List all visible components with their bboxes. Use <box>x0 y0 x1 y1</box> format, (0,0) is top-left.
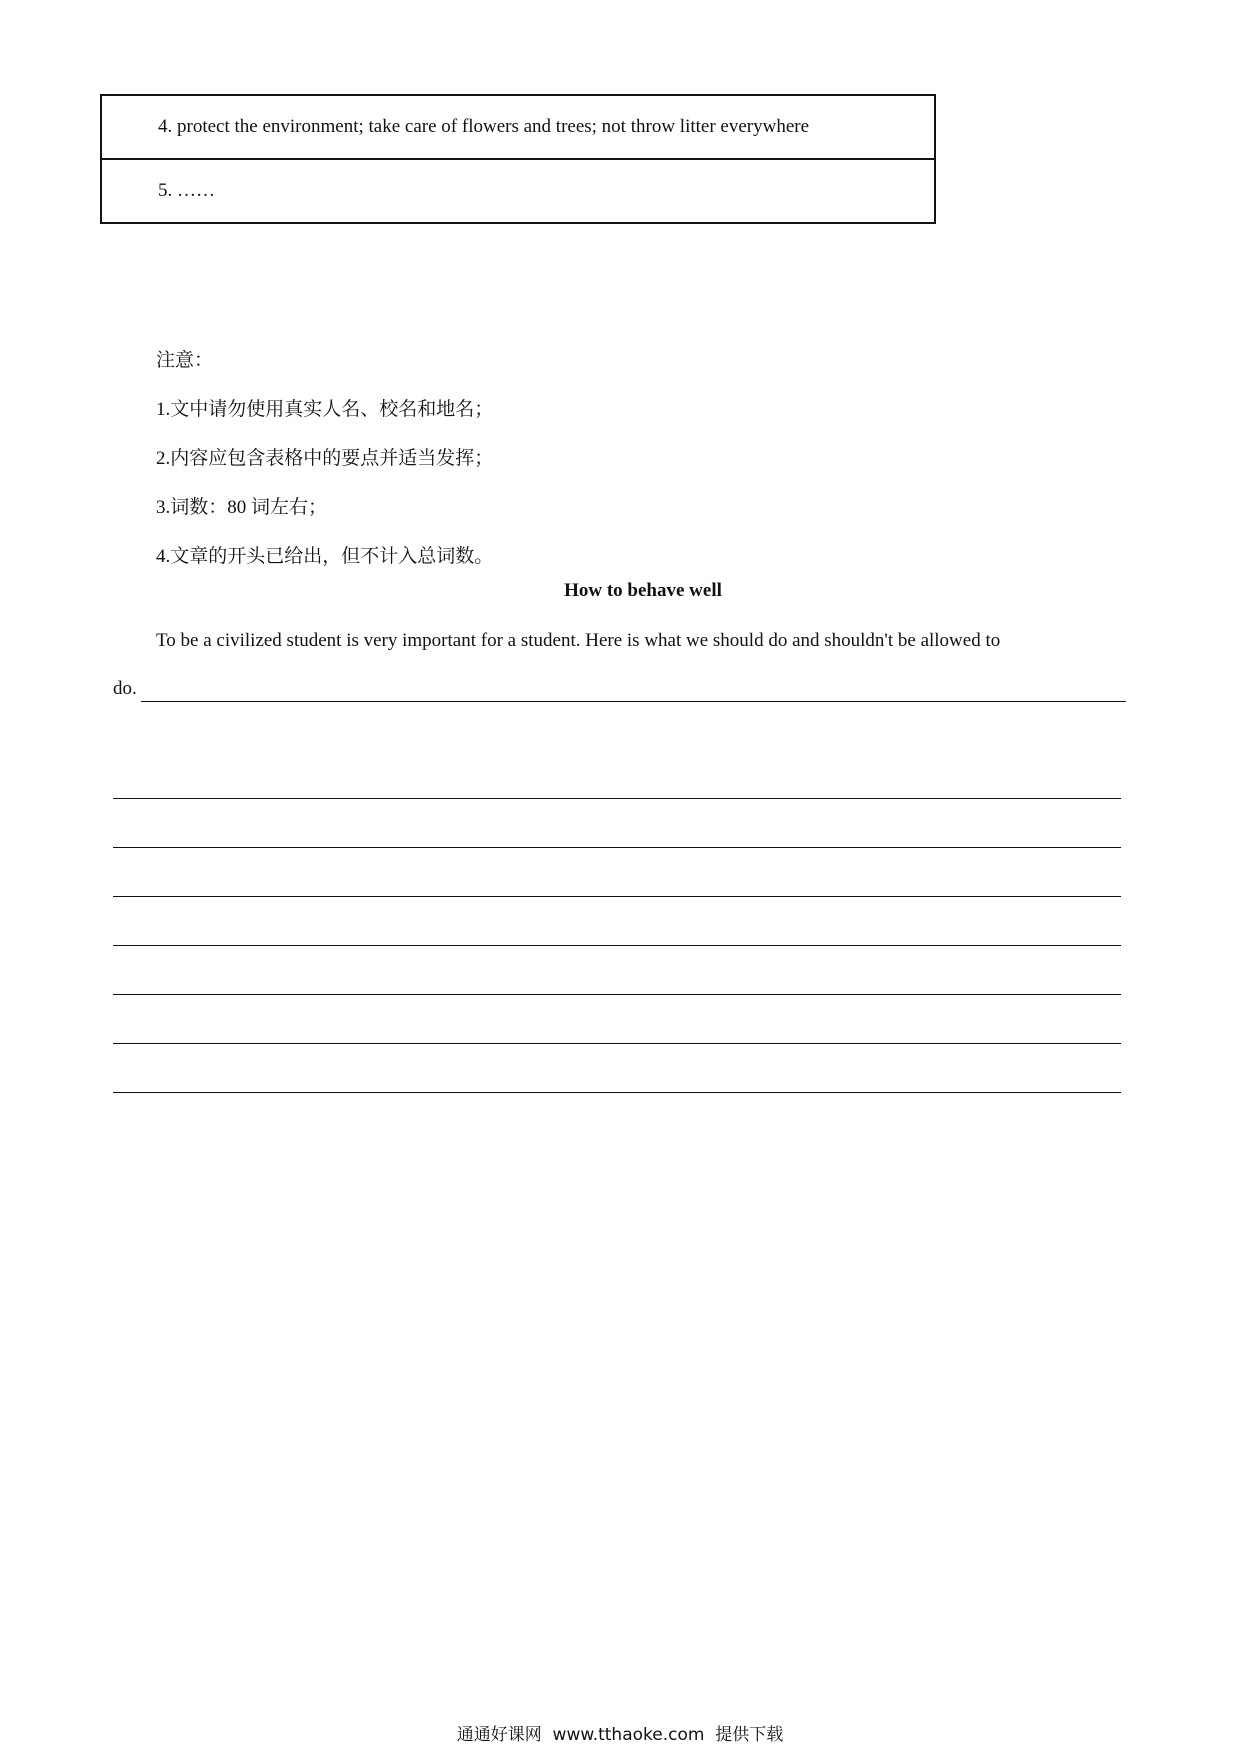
notes-section <box>156 336 493 581</box>
writing-line <box>113 897 1121 946</box>
table-cell-point-4: 4. protect the environment; take care of flowers and trees; not throw litter everywhere <box>101 95 935 159</box>
writing-lines <box>113 750 1121 1093</box>
essay-continuation: do. <box>113 678 137 699</box>
essay-intro: To be a civilized student is very important for a student. Here is what we should do and shouldn't be allowed to <box>156 630 1001 651</box>
writing-points-table <box>100 94 936 224</box>
writing-line <box>141 701 1126 702</box>
writing-line <box>113 946 1121 995</box>
table-row <box>101 95 935 159</box>
table-cell-point-5: 5. …… <box>101 159 935 223</box>
notes-heading: 注意： <box>156 350 214 371</box>
writing-line <box>113 750 1121 799</box>
essay-first-line <box>113 678 1126 702</box>
table-row <box>101 159 935 223</box>
page-footer: 通通好课网 www.tthaoke.com 提供下载 <box>456 1725 784 1745</box>
writing-line <box>113 1044 1121 1093</box>
writing-line <box>113 848 1121 897</box>
writing-line <box>113 799 1121 848</box>
writing-line <box>113 995 1121 1044</box>
essay-title: How to behave well <box>564 580 722 601</box>
note-item-1: 1.文中请勿使用真实人名、校名和地名； <box>156 399 494 420</box>
note-item-3: 3.词数：80 词左右； <box>156 497 328 518</box>
note-item-4: 4.文章的开头已给出，但不计入总词数。 <box>156 546 494 567</box>
note-item-2: 2.内容应包含表格中的要点并适当发挥； <box>156 448 494 469</box>
